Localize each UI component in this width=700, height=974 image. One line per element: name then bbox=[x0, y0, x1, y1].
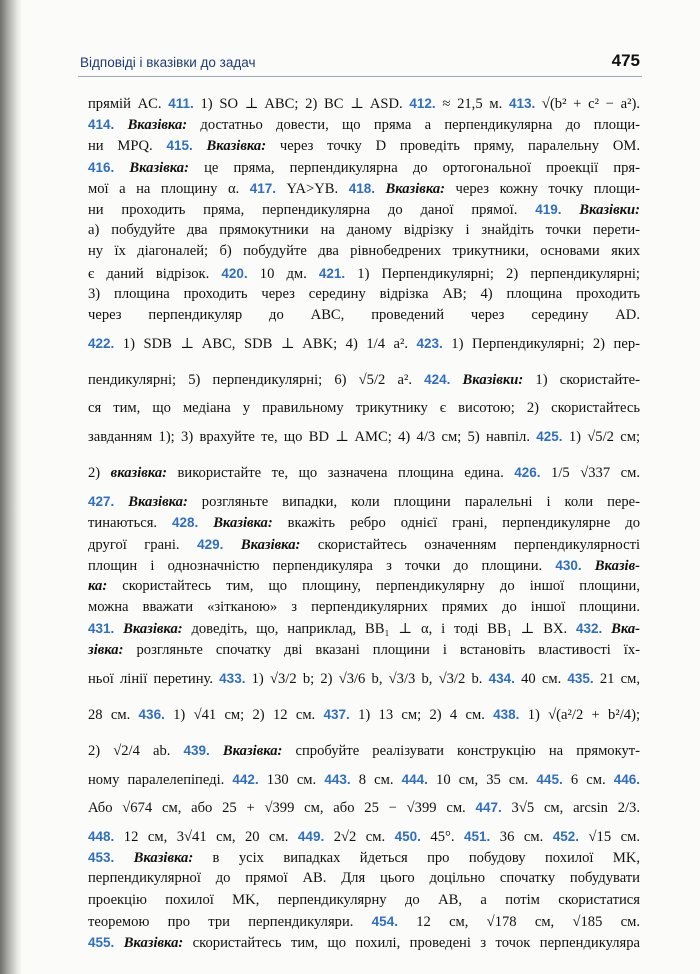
answer-text: 45°. bbox=[420, 828, 465, 845]
answer-number: 421. bbox=[318, 265, 346, 281]
answer-number: 443. bbox=[324, 771, 351, 787]
text-line bbox=[88, 576, 640, 597]
page-number: 475 bbox=[611, 51, 640, 70]
hint-label: вказівка: bbox=[110, 465, 167, 482]
answer-number: 434. bbox=[488, 670, 515, 686]
answer-text: ≈ 21,5 м. bbox=[435, 96, 509, 112]
answer-number: 428. bbox=[171, 515, 199, 531]
text-line bbox=[88, 491, 640, 512]
answer-number: 453. bbox=[88, 850, 115, 866]
answer-number: 433. bbox=[219, 670, 246, 686]
answer-number: 430. bbox=[555, 557, 582, 573]
answer-text: перпендикулярної до прямої AB. Для цього доцільно спочатку побудувати bbox=[88, 870, 640, 887]
hint-label: Вказівка: bbox=[114, 621, 183, 638]
answers-text bbox=[88, 93, 640, 953]
answer-text: а) побудуйте два прямокутники на даному відрізку і знайдіть точки перети- bbox=[88, 222, 640, 239]
answer-text: ни проходить пряма, перпендикулярна до даної прямої. bbox=[88, 201, 536, 218]
answer-text: через кожну точку площи- bbox=[445, 180, 640, 197]
answer-text: спробуйте реалізувати конструкцію на прямокут- bbox=[282, 742, 641, 759]
answer-text: 1) скористайте- bbox=[523, 372, 640, 389]
text-line bbox=[88, 597, 640, 618]
text-line bbox=[88, 362, 640, 398]
text-line bbox=[88, 114, 640, 135]
answer-number: 452. bbox=[552, 828, 580, 844]
answer-text: 3) площина проходить через середину відрізка AB; 4) площина проходить bbox=[88, 285, 640, 302]
hint-label: зівка: bbox=[88, 641, 124, 658]
answer-text: скористайтесь означенням перпендикулярності bbox=[300, 536, 641, 553]
answer-text: завданням 1); 3) врахуйте те, що BD ⊥ AMC; 4) 4/3 см; 5) навпіл. bbox=[88, 429, 537, 446]
answer-text: 36 см. bbox=[490, 828, 553, 845]
answer-number: 417. bbox=[249, 180, 277, 196]
text-line bbox=[88, 534, 640, 555]
answer-number: 427. bbox=[88, 494, 115, 510]
answer-number: 411. bbox=[168, 96, 194, 111]
text-line bbox=[88, 241, 640, 262]
answer-text: 1) √(a²/2 + b²/4); bbox=[519, 706, 640, 723]
answer-number: 435. bbox=[567, 670, 594, 686]
text-line bbox=[88, 932, 640, 953]
text-line bbox=[88, 455, 640, 491]
answer-text: 3√5 см, arcsin 2/3. bbox=[501, 799, 641, 816]
answer-text: 40 см. bbox=[514, 670, 568, 687]
text-line bbox=[88, 220, 640, 241]
answer-number: 429. bbox=[197, 536, 224, 552]
answer-text: ся тим, що медіана у правильному трикутнику є висотою; 2) скористайтесь bbox=[88, 400, 640, 417]
answer-number: 448. bbox=[88, 828, 115, 844]
answer-number: 447. bbox=[475, 799, 502, 815]
answer-text: ну їх діагоналей; б) побудуйте два рівнобедрених трикутники, основами яких bbox=[88, 243, 640, 260]
hint-label: Вка- bbox=[602, 621, 641, 638]
answer-number: 414. bbox=[88, 117, 115, 133]
text-line bbox=[88, 733, 640, 769]
answer-text: через перпендикуляр до ABC, проведений через середину AD. bbox=[88, 306, 640, 323]
answer-text: розгляньте спочатку дві вказані площини і встановіть властивості їх- bbox=[123, 641, 640, 658]
book-spine-shadow bbox=[0, 0, 22, 974]
text-line bbox=[88, 199, 640, 220]
answer-text: прямій AC. bbox=[88, 96, 169, 112]
answer-number: 439. bbox=[183, 742, 210, 758]
text-line bbox=[88, 326, 640, 362]
answer-number: 420. bbox=[221, 265, 248, 281]
answer-text: 2) bbox=[88, 465, 111, 482]
answer-text: 21 см, bbox=[593, 670, 641, 687]
hint-label: Вказівка: bbox=[192, 138, 267, 155]
hint-label: ка: bbox=[88, 578, 108, 594]
answer-number: 418. bbox=[348, 180, 375, 196]
answer-text: 1) Перпендикулярні; 2) перпендикулярні; bbox=[345, 265, 640, 282]
answer-text: мої a на площину α. bbox=[88, 180, 250, 197]
answer-text: пендикулярні; 5) перпендикулярні; 6) √5/2 a². bbox=[88, 372, 425, 389]
answer-text: 1) SO ⊥ ABC; 2) BC ⊥ ASD. bbox=[193, 96, 410, 112]
answer-text: другої грані. bbox=[88, 536, 198, 553]
text-line bbox=[88, 640, 640, 661]
answer-text: 2) √2/4 ab. bbox=[88, 742, 184, 759]
hint-label: Вказівка: bbox=[374, 180, 446, 197]
answer-text: в усіх випадках йдеться про побудову похилої MK, bbox=[193, 850, 641, 867]
answer-text: скористайтесь тим, що похилі, проведені з точок перпендикуляра bbox=[183, 934, 640, 951]
text-line bbox=[88, 305, 640, 326]
answer-text: 1) SDB ⊥ ABC, SDB ⊥ ABK; 4) 1/4 a². bbox=[114, 336, 417, 353]
answer-text: використайте те, що зазначена площина едина. bbox=[166, 465, 515, 482]
answer-text: ни MPQ. bbox=[88, 138, 167, 155]
answer-text: 10 см, 35 см. bbox=[427, 771, 537, 788]
answer-number: 424. bbox=[424, 372, 451, 388]
answer-number: 413. bbox=[508, 96, 536, 111]
answer-number: 437. bbox=[323, 706, 350, 722]
answer-number: 451. bbox=[464, 828, 491, 844]
answer-number: 450. bbox=[394, 828, 421, 844]
answer-text: площин і однозначністю перпендикуляра з точки до площини. bbox=[88, 557, 556, 574]
answer-text: вкажіть ребро однієї грані, перпендикулярне до bbox=[272, 515, 640, 532]
answer-number: 445. bbox=[536, 771, 563, 787]
answer-number: 425. bbox=[536, 429, 563, 445]
answer-text: скористайтесь тим, що площину, перпендикулярну до іншої площини, bbox=[107, 578, 640, 594]
hint-label: Вказівка: bbox=[198, 515, 273, 532]
answer-text: Або √674 см, або 25 + √399 см, або 25 − √399 см. bbox=[88, 799, 476, 816]
text-line bbox=[88, 93, 640, 114]
answer-number: 432. bbox=[575, 621, 603, 637]
answer-number: 419. bbox=[535, 201, 562, 217]
answer-number: 422. bbox=[88, 336, 115, 352]
answer-text: √(b² + c² − a²). bbox=[535, 96, 640, 112]
answer-text: ньої лінії перетину. bbox=[88, 670, 220, 687]
hint-label: Вказівка: bbox=[114, 117, 188, 134]
answer-number: 455. bbox=[88, 934, 115, 950]
text-line bbox=[88, 135, 640, 156]
answer-text: √15 см. bbox=[579, 828, 640, 845]
text-line bbox=[88, 284, 640, 305]
hint-label: Вказівка: bbox=[114, 934, 184, 951]
text-line bbox=[88, 661, 640, 697]
hint-label: Вказівки: bbox=[561, 201, 641, 218]
answer-number: 423. bbox=[416, 336, 443, 352]
text-line bbox=[88, 419, 640, 455]
hint-label: Вказівка: bbox=[114, 159, 189, 176]
hint-label: Вказівка: bbox=[114, 494, 188, 511]
answer-text: ному паралелепіпеді. bbox=[88, 771, 233, 788]
answer-number: 449. bbox=[297, 828, 325, 844]
hint-label: Вказів- bbox=[581, 557, 640, 574]
answer-text: YA>YB. bbox=[276, 180, 349, 197]
answer-text: 1/5 √337 см. bbox=[540, 465, 640, 482]
answer-text: 1) Перпендикулярні; 2) пер- bbox=[442, 336, 640, 353]
text-line bbox=[88, 178, 640, 199]
answer-text: можна вважати «зітканою» з перпендикулярних прямих до іншої площини. bbox=[88, 599, 640, 616]
page-header bbox=[78, 50, 642, 77]
answer-text: 28 см. bbox=[88, 706, 139, 723]
answer-text: 12 см, √178 см, √185 см. bbox=[397, 913, 640, 930]
text-line bbox=[88, 868, 640, 889]
answer-text: 1) √3/2 b; 2) √3/6 b, √3/3 b, √3/2 b. bbox=[245, 670, 489, 687]
text-line bbox=[88, 157, 640, 178]
answer-text: 1) 13 см; 2) 4 см. bbox=[349, 706, 494, 723]
answer-number: 412. bbox=[409, 96, 436, 111]
answer-text: 6 см. bbox=[562, 771, 614, 788]
hint-label: Вказівка: bbox=[209, 742, 283, 759]
text-line bbox=[88, 512, 640, 533]
answer-number: 444. bbox=[401, 771, 428, 787]
answer-text: 10 дм. bbox=[247, 265, 319, 282]
answer-text: розгляньте випадки, коли площини паралельні і коли пере- bbox=[187, 494, 641, 511]
answer-text: тинаються. bbox=[88, 515, 172, 532]
answer-number: 436. bbox=[138, 706, 165, 722]
hint-label: Вказівка: bbox=[114, 850, 194, 867]
hint-label: Вказівка: bbox=[223, 536, 301, 553]
answer-text: 1) √5/2 см; bbox=[562, 429, 640, 446]
text-line bbox=[88, 697, 640, 733]
answer-text: доведіть, що, наприклад, BB₁ ⊥ α, і тоді BB₁ ⊥ BX. bbox=[182, 621, 576, 638]
answer-text: це пряма, перпендикулярна до ортогональної проекції пря- bbox=[188, 159, 641, 176]
text-line bbox=[88, 618, 640, 639]
text-line bbox=[88, 263, 640, 284]
text-line bbox=[88, 769, 640, 790]
answer-number: 442. bbox=[232, 771, 259, 787]
text-line bbox=[88, 911, 640, 932]
text-line bbox=[88, 555, 640, 576]
answer-number: 426. bbox=[514, 465, 541, 481]
text-line bbox=[88, 890, 640, 911]
answer-number: 454. bbox=[371, 913, 398, 929]
answer-text: 1) √41 см; 2) 12 см. bbox=[164, 706, 324, 723]
text-line bbox=[88, 847, 640, 868]
running-head: Відповіді і вказівки до задач bbox=[80, 55, 256, 70]
text-line bbox=[88, 826, 640, 847]
answer-text: 12 см, 3√41 см, 20 см. bbox=[114, 828, 298, 845]
hint-label: Вказівки: bbox=[450, 372, 524, 389]
answer-number: 416. bbox=[88, 159, 115, 175]
answer-text: теоремою про три перпендикуляри. bbox=[88, 913, 372, 930]
answer-text: 8 см. bbox=[350, 771, 402, 788]
answer-text: через точку D проведіть пряму, паралельну OM. bbox=[266, 138, 640, 155]
answer-text: достатньо довести, що пряма a перпендикулярна до площи- bbox=[187, 117, 641, 134]
answer-number: 438. bbox=[493, 706, 520, 722]
answer-text: є даний відрізок. bbox=[88, 265, 222, 282]
answer-text: проекцію похилої MK, перпендикулярну до AB, а потім скористатися bbox=[88, 891, 640, 908]
answer-number: 446. bbox=[613, 771, 641, 787]
answer-number: 431. bbox=[88, 621, 115, 637]
answer-text: 2√2 см. bbox=[324, 828, 395, 845]
text-line bbox=[88, 790, 640, 826]
answer-text: 130 см. bbox=[258, 771, 325, 788]
text-line bbox=[88, 398, 640, 419]
answer-number: 415. bbox=[166, 138, 193, 154]
